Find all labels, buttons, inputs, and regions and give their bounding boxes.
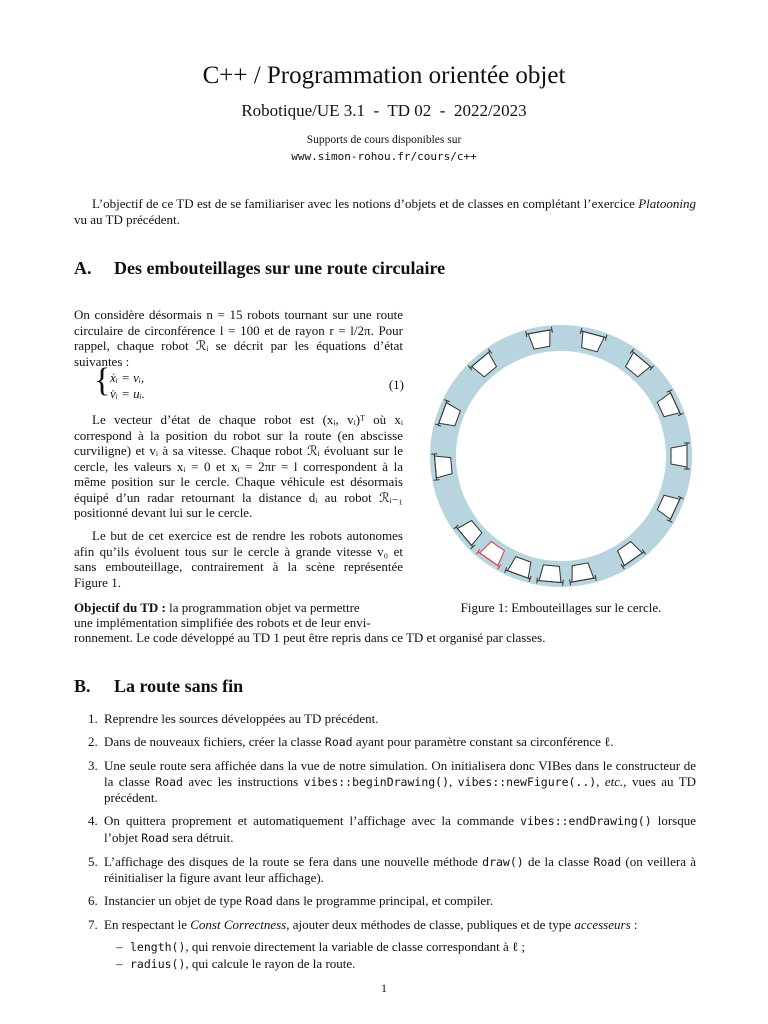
task-text: sera détruit. — [168, 829, 234, 845]
figure-caption: Figure 1: Embouteillages sur le cercle. — [460, 600, 662, 615]
task-number: 5. — [88, 853, 98, 869]
code-road: Road — [155, 774, 183, 789]
code-road: Road — [141, 830, 169, 845]
task-item-7 — [74, 917, 696, 973]
task-text: On quittera proprement et automatiquement l’affichage avec la commande — [104, 813, 521, 828]
task-number: 4. — [88, 813, 98, 828]
intro-paragraph — [74, 196, 696, 227]
code-draw: draw() — [482, 854, 524, 869]
accessor-text: , qui calcule le rayon de la route. — [185, 956, 356, 971]
task-text: , ajouter deux méthodes de classe, publiques et de type — [286, 917, 575, 932]
task-item-5 — [74, 854, 696, 886]
equation-number: (1) — [388, 377, 404, 392]
list-dash: – — [116, 956, 123, 971]
intro-text-2: vu au TD précédent. — [74, 211, 180, 227]
code-road: Road — [324, 735, 353, 749]
code-new-figure: vibes::newFigure(..) — [457, 774, 597, 789]
section-a-paragraph-2: Le vecteur d’état de chaque robot est (xᵢ, vᵢ)ᵀ où xᵢ correspond à la position du robot sur la route (en abscisse curviligne) et vᵢ à sa vitesse. Chaque robot ℛᵢ évoluant sur le cercle, les valeurs xᵢ = 0 et xᵢ = 2πr = l correspondent à la même position sur le cercle. Chaque véhicule est désormais équipé d’un radar retournant la distance dᵢ au robot ℛᵢ₋₁ positionné devant lui sur le cercle. — [74, 412, 403, 520]
code-begin-drawing: vibes::beginDrawing() — [303, 774, 450, 789]
task-emph: Const Correctness — [190, 917, 287, 932]
task-text: , vues au TD précédent. — [104, 773, 697, 805]
list-dash: – — [116, 938, 123, 954]
code-end-drawing: vibes::endDrawing() — [520, 814, 652, 828]
accessor-text: , qui renvoie directement la variable de classe correspondant à ℓ ; — [185, 938, 526, 954]
task-number: 1. — [88, 711, 98, 726]
task-text: Dans de nouveaux fichiers, créer la classe — [104, 734, 325, 749]
objective-line-3: ronnement. Le code développé au TD 1 peut être repris dans ce TD et organisé par classes. — [74, 630, 546, 645]
section-b-title: La route sans fin — [114, 676, 244, 696]
section-a-paragraph-1: On considère désormais n = 15 robots tournant sur une route circulaire de circonférence l = 100 et de rayon r = l/2π. Pour rappel, chaque robot ℛᵢ se décrit par les équations d’état suivantes : — [74, 307, 403, 369]
section-b-number: B. — [74, 676, 91, 696]
task-item-2 — [74, 734, 696, 751]
task-text: avec les instructions — [182, 773, 304, 789]
support-line: Supports de cours disponibles sur — [306, 134, 462, 146]
task-item-6 — [74, 893, 696, 910]
intro-text-1: L’objectif de ce TD est de se familiariser avec les notions d’objets et de classes en complétant l’exercice — [92, 196, 639, 211]
equation-brace: { — [94, 362, 111, 399]
section-b-heading — [74, 676, 243, 697]
equation-line-2: v̇ᵢ = uᵢ. — [110, 386, 145, 401]
task-item-1 — [74, 711, 696, 727]
document-subtitle: Robotique/UE 3.1 - TD 02 - 2022/2023 — [241, 101, 527, 120]
task-text: de la classe — [523, 853, 594, 869]
task-text: , — [596, 773, 605, 789]
task-text: En respectant le — [104, 917, 191, 932]
task-text: (on veillera à réinitialiser la figure avant leur affichage). — [104, 853, 696, 885]
task-number: 2. — [88, 734, 98, 749]
task-text: dans le programme principal, et compiler. — [272, 893, 494, 908]
equation-line-1: ẋᵢ = vᵢ, — [110, 370, 145, 385]
document-title: C++ / Programmation orientée objet — [202, 62, 566, 89]
task-text: : — [630, 917, 638, 932]
objective-text-1: la programmation objet va permettre — [165, 600, 360, 615]
code-road: Road — [245, 894, 273, 908]
task-text: Une seule route sera affichée dans la vue de notre simulation. On initialisera donc VIBes dans le constructeur de la classe — [104, 758, 696, 789]
page-number: 1 — [381, 981, 387, 995]
code-road: Road — [593, 854, 622, 869]
code-length: length() — [130, 939, 186, 954]
task-number: 7. — [88, 917, 98, 932]
task-text: Instancier un objet de type — [104, 893, 246, 908]
task-text: , — [449, 773, 458, 789]
objective-line-1 — [74, 600, 403, 616]
accessor-list — [116, 939, 696, 973]
task-item-4 — [74, 813, 696, 846]
circular-road-diagram — [413, 322, 709, 590]
intro-emph: Platooning — [638, 196, 696, 211]
support-url[interactable]: www.simon-rohou.fr/cours/c++ — [291, 150, 477, 163]
section-a-heading — [74, 258, 445, 279]
task-number: 6. — [88, 893, 98, 908]
state-equation — [94, 362, 404, 402]
task-text: ayant pour paramètre constant sa circonférence ℓ. — [352, 734, 614, 749]
task-list — [74, 711, 696, 980]
task-item-3 — [74, 758, 696, 806]
task-emph: etc. — [604, 773, 624, 789]
task-text: Reprendre les sources développées au TD précédent. — [104, 711, 379, 726]
section-a-paragraph-3: Le but de cet exercice est de rendre les robots autonomes afin qu’ils évoluent tous sur le cercle à grande vitesse v₀ et sans embouteillage, contrairement à la scène représentée Figure 1. — [74, 528, 403, 590]
objective-label: Objectif du TD : — [74, 600, 166, 615]
objective-line-2: une implémentation simplifiée des robots et de leur envi- — [74, 615, 371, 630]
task-text: lorsque l’objet — [104, 813, 696, 845]
traffic-jam-figure — [413, 322, 709, 590]
accessor-item-radius — [116, 956, 696, 973]
task-number: 3. — [88, 758, 98, 773]
task-text: L’affichage des disques de la route se fera dans une nouvelle méthode — [104, 853, 483, 869]
road-inner-disk — [456, 351, 666, 561]
code-radius: radius() — [130, 957, 186, 971]
section-a-number: A. — [74, 258, 92, 278]
section-a-title: Des embouteillages sur une route circulaire — [114, 258, 446, 278]
accessor-item-length — [116, 939, 696, 956]
task-emph: accesseurs — [574, 917, 631, 932]
